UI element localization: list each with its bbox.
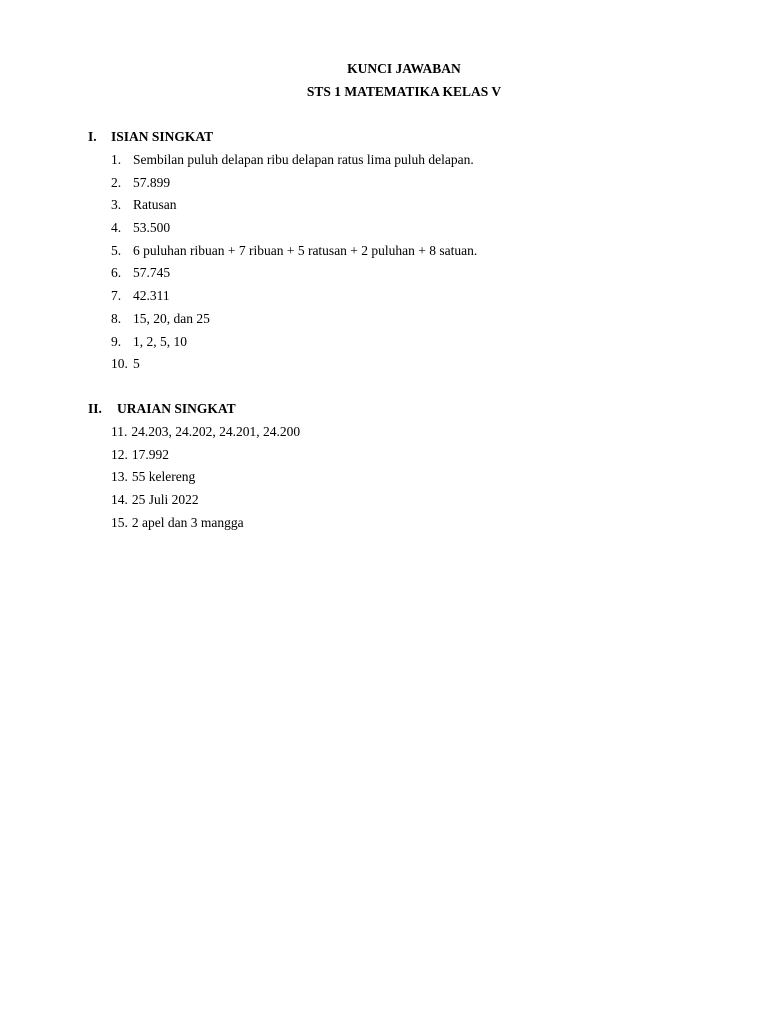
list-item (111, 311, 477, 334)
answer-list-isian-singkat (111, 152, 477, 379)
list-item (111, 288, 477, 311)
list-item (111, 469, 300, 492)
item-answer: 15, 20, dan 25 (133, 310, 210, 326)
item-number: 9. (111, 333, 122, 349)
item-number: 5. (111, 242, 122, 258)
item-answer: 53.500 (133, 220, 171, 236)
list-item (111, 243, 477, 266)
item-number: 13. (111, 469, 128, 485)
item-answer: 57.899 (133, 174, 171, 190)
item-number: 3. (111, 197, 122, 213)
list-item (111, 152, 477, 175)
item-answer: 17.992 (131, 446, 169, 462)
item-answer: 42.311 (133, 288, 170, 304)
list-item (111, 175, 477, 198)
item-answer: 55 kelereng (131, 469, 196, 485)
section-label: URAIAN SINGKAT (117, 401, 236, 416)
item-number: 12. (111, 446, 128, 462)
item-answer: 6 puluhan ribuan + 7 ribuan + 5 ratusan + 2 puluhan + 8 satuan. (133, 242, 478, 258)
item-answer: 5 (133, 356, 140, 372)
item-number: 10. (111, 356, 128, 372)
item-answer: 1, 2, 5, 10 (133, 333, 187, 349)
list-item (111, 515, 300, 538)
list-item (111, 197, 477, 220)
section-number: I. (88, 129, 97, 144)
list-item (111, 265, 477, 288)
item-answer: 57.745 (133, 265, 171, 281)
item-number: 11. (111, 424, 128, 439)
item-number: 14. (111, 492, 128, 508)
section-number: II. (88, 401, 102, 416)
item-answer: 25 Juli 2022 (131, 492, 199, 508)
list-item (111, 356, 477, 379)
list-item (111, 334, 477, 357)
section-label: ISIAN SINGKAT (111, 129, 214, 144)
list-item (111, 424, 300, 447)
item-answer: 24.203, 24.202, 24.201, 24.200 (131, 424, 301, 439)
item-number: 8. (111, 310, 122, 326)
document-title: KUNCI JAWABAN (347, 61, 461, 76)
item-number: 1. (111, 152, 122, 167)
item-answer: Sembilan puluh delapan ribu delapan ratus lima puluh delapan. (133, 152, 474, 167)
item-number: 4. (111, 220, 122, 236)
list-item (111, 220, 477, 243)
item-number: 7. (111, 288, 122, 304)
item-number: 2. (111, 174, 122, 190)
answer-list-uraian-singkat (111, 424, 300, 537)
item-answer: Ratusan (133, 197, 177, 213)
list-item (111, 492, 300, 515)
item-number: 15. (111, 514, 128, 530)
item-number: 6. (111, 265, 122, 281)
item-answer: 2 apel dan 3 mangga (131, 514, 244, 530)
document-subtitle: STS 1 MATEMATIKA KELAS V (306, 84, 502, 99)
list-item (111, 447, 300, 470)
